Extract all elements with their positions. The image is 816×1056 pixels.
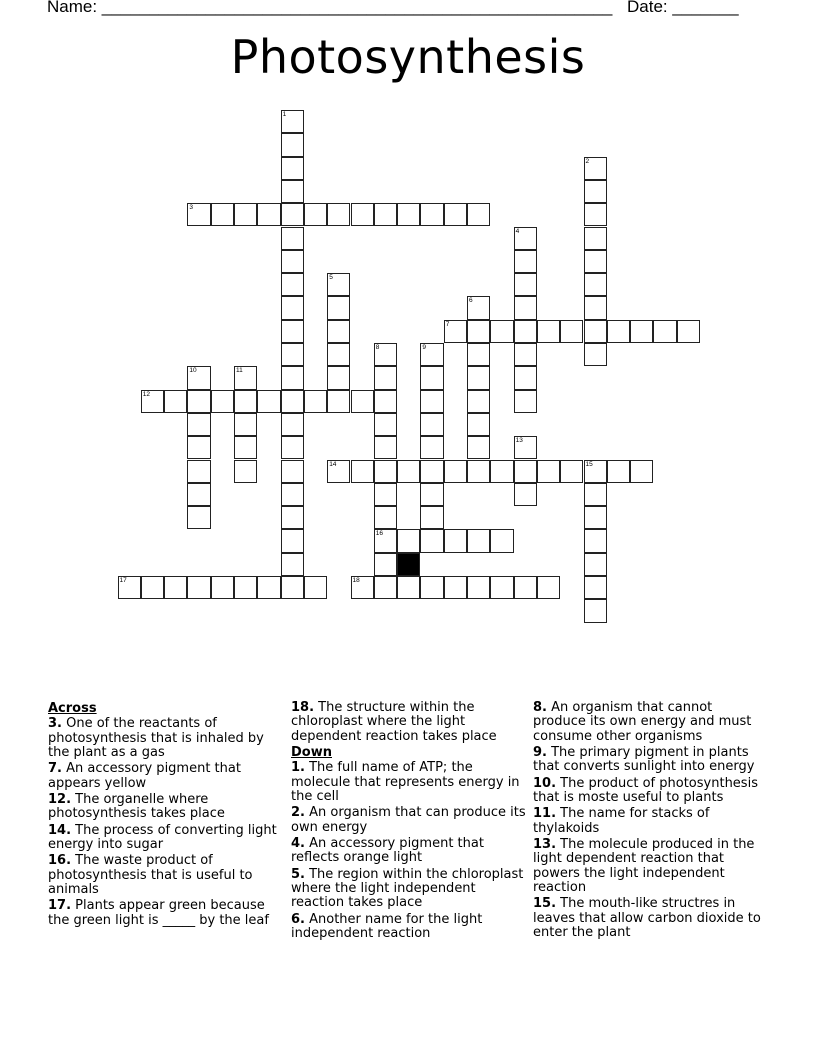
clue-item [48,824,284,853]
grid-cell[interactable] [490,320,513,343]
clue-item [48,793,284,822]
clue-item [533,807,769,836]
grid-cell[interactable] [514,460,537,483]
grid-cell[interactable] [327,343,350,366]
grid-cell[interactable] [584,506,607,529]
grid-cell[interactable] [351,390,374,413]
clue-item-number: 7. [48,761,62,777]
grid-cell[interactable] [584,203,607,226]
grid-cell[interactable] [490,576,513,599]
grid-cell[interactable] [514,576,537,599]
grid-cell[interactable] [607,460,630,483]
clue-item-text: An accessory pigment that appears yellow [48,761,241,791]
grid-cell[interactable] [467,529,490,552]
clue-item [533,838,769,896]
grid-cell[interactable] [281,250,304,273]
grid-cell[interactable] [141,576,164,599]
grid-cell[interactable] [467,576,490,599]
grid-cell[interactable] [187,506,210,529]
grid-cell[interactable] [420,506,443,529]
grid-cell[interactable] [420,460,443,483]
clues-column-3 [533,701,769,942]
clue-number: 5 [329,274,333,282]
clue-item-number: 3. [48,716,62,732]
grid-cell[interactable] [514,250,537,273]
clue-number: 17 [119,577,127,584]
grid-cell[interactable] [304,390,327,413]
grid-cell[interactable] [514,320,537,343]
grid-cell[interactable] [467,320,490,343]
clue-item [533,701,769,744]
grid-cell[interactable] [374,529,397,552]
grid-cell[interactable] [281,157,304,180]
clue-item-number: 13. [533,836,557,852]
grid-cell[interactable] [164,576,187,599]
grid-cell[interactable] [420,343,443,366]
grid-cell[interactable] [281,343,304,366]
grid-cell[interactable] [420,483,443,506]
clue-item-text: One of the reactants of photosynthesis that is inhaled by the plant as a gas [48,716,264,761]
grid-cell[interactable] [304,576,327,599]
grid-cell[interactable] [607,320,630,343]
grid-cell[interactable] [374,343,397,366]
grid-cell[interactable] [281,180,304,203]
grid-cell[interactable] [187,436,210,459]
clue-item [533,897,769,940]
grid-cell[interactable] [514,390,537,413]
grid-cell[interactable] [467,296,490,319]
grid-cell[interactable] [374,203,397,226]
grid-cell[interactable] [281,436,304,459]
grid-cell[interactable] [514,483,537,506]
grid-cell[interactable] [374,483,397,506]
clue-item-text: The primary pigment in plants that converts sunlight into energy [533,745,755,775]
grid-cell[interactable] [374,436,397,459]
clue-item [48,762,284,791]
grid-cell[interactable] [187,390,210,413]
clue-item [48,899,284,928]
grid-cell[interactable] [351,460,374,483]
grid-cell[interactable] [537,460,560,483]
clue-number: 9 [422,344,427,351]
clue-item-number: 5. [291,866,305,882]
clue-item-number: 14. [48,822,72,838]
grid-cell[interactable] [281,133,304,156]
grid-cell[interactable] [257,203,280,226]
grid-cell[interactable] [257,576,280,599]
grid-cell[interactable] [327,320,350,343]
grid-cell[interactable] [281,529,304,552]
grid-cell[interactable] [327,460,350,483]
grid-cell[interactable] [351,203,374,226]
clue-item-text: The region within the chloroplast where the light independent reaction takes place [291,866,524,911]
grid-cell[interactable] [560,460,583,483]
grid-cell[interactable] [187,460,210,483]
grid-cell[interactable] [281,110,304,133]
grid-cell[interactable] [584,343,607,366]
grid-cell[interactable] [327,366,350,389]
grid-cell[interactable] [560,320,583,343]
clue-item-text: The mouth-like structres in leaves that allow carbon dioxide to enter the plant [533,896,761,941]
clue-item-text: An organism that cannot produce its own energy and must consume other organisms [533,700,752,744]
clue-item [291,806,527,835]
grid-cell[interactable] [444,460,467,483]
grid-cell[interactable] [304,203,327,226]
clue-item [48,717,284,760]
grid-cell[interactable] [234,390,257,413]
grid-cell[interactable] [397,576,420,599]
grid-cell[interactable] [281,203,304,226]
clue-number: 4 [515,227,520,235]
grid-cell[interactable] [327,390,350,413]
grid-cell[interactable] [257,390,280,413]
clue-item-number: 17. [48,898,72,914]
grid-cell[interactable] [420,390,443,413]
grid-cell[interactable] [420,203,443,226]
grid-cell[interactable] [584,553,607,576]
clues-column-2 [291,701,527,943]
grid-cell[interactable] [351,576,374,599]
grid-cell[interactable] [584,180,607,203]
grid-cell[interactable] [514,343,537,366]
grid-cell[interactable] [187,366,210,389]
grid-cell[interactable] [374,366,397,389]
clue-number: 14 [329,460,337,468]
clue-item-number: 4. [291,836,305,852]
grid-cell[interactable] [164,390,187,413]
clue-number: 16 [375,530,384,538]
clue-item [291,913,527,942]
grid-cell[interactable] [374,390,397,413]
clue-heading: Down [291,745,332,761]
grid-cell[interactable] [467,343,490,366]
clue-item [291,868,527,911]
grid-cell[interactable] [234,413,257,436]
grid-cell[interactable] [467,366,490,389]
grid-cell[interactable] [374,413,397,436]
grid-cell[interactable] [467,203,490,226]
clue-number: 10 [189,367,197,375]
clue-item-text: An organism that can produce its own energy [291,805,526,835]
clue-heading: Across [48,701,97,716]
grid-cell[interactable] [187,483,210,506]
grid-cell[interactable] [397,460,420,483]
grid-cell[interactable] [490,529,513,552]
clue-number: 1 [282,111,287,118]
grid-cell[interactable] [281,320,304,343]
clue-item [291,761,527,804]
clue-item-number: 11. [533,806,557,822]
grid-cell[interactable] [514,296,537,319]
clue-item-text: An accessory pigment that reflects orange light [291,836,484,866]
clue-number: 2 [585,157,590,165]
grid-cell[interactable] [584,227,607,250]
grid-cell[interactable] [584,483,607,506]
clue-item-number: 18. [291,700,315,715]
grid-cell[interactable] [327,273,350,296]
clue-item-text: Another name for the light independent reaction [291,911,483,942]
grid-cell[interactable] [584,576,607,599]
clue-item-number: 9. [533,745,547,761]
clue-item-text: The full name of ATP; the molecule that represents energy in the cell [291,760,520,805]
grid-cell[interactable] [420,366,443,389]
clue-item-text: The product of photosynthesis that is moste useful to plants [533,775,758,806]
grid-cell[interactable] [281,366,304,389]
clue-item-text: The name for stacks of thylakoids [533,806,710,836]
grid-cell[interactable] [537,320,560,343]
clue-item-text: The structure within the chloroplast where the light dependent reaction takes place [291,700,497,744]
clue-item [533,746,769,775]
clue-number: 11 [236,367,243,375]
clue-item-number: 12. [48,792,72,808]
grid-cell[interactable] [444,203,467,226]
grid-cell[interactable] [444,320,467,343]
grid-cell[interactable] [374,506,397,529]
grid-cell[interactable] [467,390,490,413]
grid-cell[interactable] [584,296,607,319]
clue-item-number: 16. [48,853,72,869]
grid-cell[interactable] [281,273,304,296]
grid-cell[interactable] [281,553,304,576]
clue-number: 8 [375,344,380,351]
clue-item-text: The waste product of photosynthesis that is useful to animals [48,853,253,898]
black-square [397,553,420,576]
clue-item-text: Plants appear green because the green light is _____ by the leaf [48,898,269,928]
clue-number: 12 [142,390,151,398]
grid-cell[interactable] [630,320,653,343]
grid-cell[interactable] [537,576,560,599]
grid-cell[interactable] [420,576,443,599]
clue-item-number: 6. [291,911,305,927]
clue-number: 15 [585,460,593,468]
grid-cell[interactable] [584,273,607,296]
grid-cell[interactable] [281,413,304,436]
grid-cell[interactable] [234,203,257,226]
grid-cell[interactable] [397,529,420,552]
grid-cell[interactable] [281,576,304,599]
grid-cell[interactable] [141,390,164,413]
date-field-label[interactable]: Date: _______ [627,0,739,16]
grid-cell[interactable] [653,320,676,343]
puzzle-title: Photosynthesis [230,30,586,84]
grid-cell[interactable] [677,320,700,343]
clue-item [291,701,527,744]
grid-cell[interactable] [397,203,420,226]
grid-cell[interactable] [420,436,443,459]
grid-cell[interactable] [211,576,234,599]
grid-cell[interactable] [374,576,397,599]
grid-cell[interactable] [630,460,653,483]
grid-cell[interactable] [584,157,607,180]
clue-item-number: 8. [533,700,547,715]
clue-item [48,854,284,897]
grid-cell[interactable] [234,576,257,599]
clue-item-text: The process of converting light energy into sugar [48,822,277,853]
clue-item [291,837,527,866]
grid-cell[interactable] [514,366,537,389]
clue-item [533,777,769,806]
grid-cell[interactable] [281,296,304,319]
grid-cell[interactable] [444,529,467,552]
clue-item-number: 1. [291,760,305,776]
grid-cell[interactable] [187,413,210,436]
clues-column-1 [48,701,284,930]
grid-cell[interactable] [211,203,234,226]
clue-number: 18 [352,577,360,584]
grid-cell[interactable] [374,460,397,483]
clue-number: 6 [469,297,473,305]
grid-cell[interactable] [467,436,490,459]
grid-cell[interactable] [584,320,607,343]
grid-cell[interactable] [467,413,490,436]
clue-number: 7 [445,320,450,328]
grid-cell[interactable] [281,390,304,413]
clue-item-text: The molecule produced in the light dependent reaction that powers the light independent reaction [533,836,755,896]
grid-cell[interactable] [327,203,350,226]
grid-cell[interactable] [281,506,304,529]
grid-cell[interactable] [187,576,210,599]
grid-cell[interactable] [234,460,257,483]
grid-cell[interactable] [211,390,234,413]
grid-cell[interactable] [584,250,607,273]
grid-cell[interactable] [584,460,607,483]
grid-cell[interactable] [420,413,443,436]
grid-cell[interactable] [374,553,397,576]
grid-cell[interactable] [584,529,607,552]
grid-cell[interactable] [281,227,304,250]
grid-cell[interactable] [327,296,350,319]
grid-cell[interactable] [118,576,141,599]
grid-cell[interactable] [444,576,467,599]
clue-item-number: 10. [533,775,557,791]
clue-item-text: The organelle where photosynthesis takes place [48,792,225,822]
clue-item-number: 2. [291,805,305,821]
grid-cell[interactable] [514,227,537,250]
grid-cell[interactable] [467,460,490,483]
grid-cell[interactable] [234,366,257,389]
grid-cell[interactable] [584,599,607,622]
grid-cell[interactable] [281,483,304,506]
grid-cell[interactable] [281,460,304,483]
grid-cell[interactable] [514,273,537,296]
grid-cell[interactable] [187,203,210,226]
clue-number: 3 [189,204,194,212]
name-field-label[interactable]: Name: ______________________________________________________ [47,0,613,16]
clue-item-number: 15. [533,896,557,912]
grid-cell[interactable] [420,529,443,552]
clue-number: 13 [515,437,523,445]
grid-cell[interactable] [514,436,537,459]
grid-cell[interactable] [234,436,257,459]
grid-cell[interactable] [490,460,513,483]
